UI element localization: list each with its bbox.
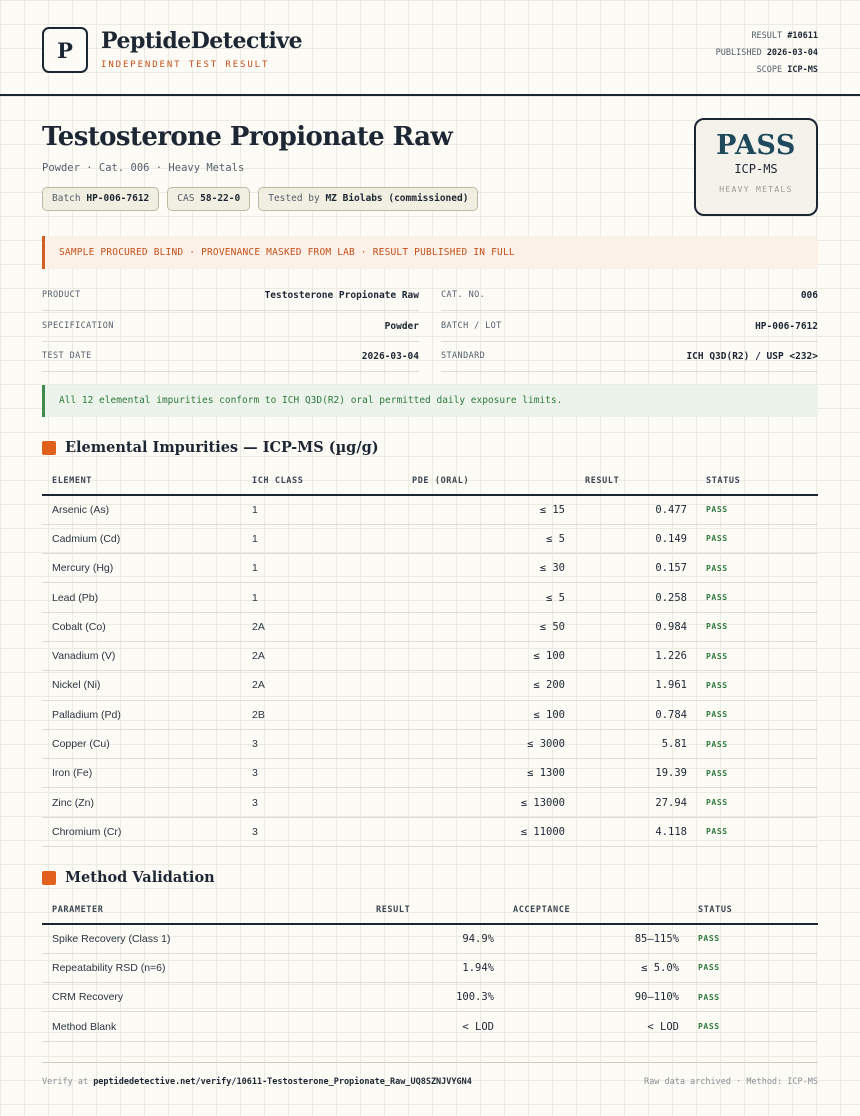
pass-stamp: [694, 118, 818, 216]
pde-cell: ≤ 13000: [372, 788, 565, 817]
element-cell: Nickel (Ni): [42, 671, 252, 700]
result-cell: 0.149: [565, 524, 687, 553]
detail-row-test-date: [42, 341, 419, 372]
element-cell: Arsenic (As): [42, 495, 252, 524]
report-meta: [716, 28, 818, 79]
result-cell: 0.477: [565, 495, 687, 524]
pde-cell: ≤ 100: [372, 700, 565, 729]
tested-by-label: Tested by: [268, 193, 320, 204]
detail-row-product: [42, 280, 419, 311]
status-badge: PASS: [687, 524, 818, 553]
ich-class-cell: 3: [252, 729, 372, 758]
tested-by-pill: [258, 187, 478, 211]
status-badge: PASS: [687, 729, 818, 758]
stamp-category: HEAVY METALS: [719, 185, 793, 194]
acceptance-cell: < LOD: [494, 1012, 679, 1041]
section-marker-icon: [42, 441, 56, 455]
validation-section-header: [42, 869, 215, 886]
element-cell: Cobalt (Co): [42, 612, 252, 641]
detail-value: 006: [800, 289, 818, 301]
verify-link[interactable]: peptidedetective.net/verify/10611-Testosterone_Propionate_Raw_UQ8SZNJVYGN4: [93, 1077, 472, 1087]
pde-cell: ≤ 5: [372, 524, 565, 553]
acceptance-cell: ≤ 5.0%: [494, 953, 679, 982]
col-header-result: RESULT: [372, 896, 494, 924]
impurities-header-row: [42, 467, 818, 495]
status-badge: PASS: [687, 788, 818, 817]
col-header-element: ELEMENT: [42, 467, 252, 495]
product-pills: [42, 187, 478, 211]
ich-class-cell: 1: [252, 524, 372, 553]
verify-label: Verify at: [42, 1077, 89, 1087]
table-row: [42, 1012, 818, 1041]
pde-cell: ≤ 100: [372, 641, 565, 670]
conformance-banner: All 12 elemental impurities conform to ICH Q3D(R2) oral permitted daily exposure limits.: [42, 385, 818, 417]
cas-pill-label: CAS: [177, 193, 195, 204]
pde-cell: ≤ 200: [372, 671, 565, 700]
validation-section-title: Method Validation: [65, 869, 215, 886]
tested-by-value: MZ Biolabs (commissioned): [325, 193, 469, 204]
result-cell: 19.39: [565, 759, 687, 788]
pde-cell: ≤ 15: [372, 495, 565, 524]
status-badge: PASS: [687, 612, 818, 641]
table-row: [42, 583, 818, 612]
table-row: [42, 641, 818, 670]
ich-class-cell: 1: [252, 495, 372, 524]
col-header-pde: PDE (ORAL): [372, 467, 565, 495]
pde-cell: ≤ 3000: [372, 729, 565, 758]
impurities-table: [42, 467, 818, 847]
archive-note: Raw data archived · Method: ICP-MS: [644, 1077, 818, 1087]
element-cell: Copper (Cu): [42, 729, 252, 758]
status-badge: PASS: [687, 554, 818, 583]
table-row: [42, 612, 818, 641]
published-label: PUBLISHED: [715, 48, 762, 58]
detail-value: 2026-03-04: [361, 350, 419, 362]
parameter-cell: Spike Recovery (Class 1): [42, 924, 372, 953]
brand-logo: P: [42, 27, 88, 73]
table-row: [42, 983, 818, 1012]
table-row: [42, 817, 818, 846]
batch-pill-label: Batch: [52, 193, 81, 204]
detail-label: SPECIFICATION: [42, 321, 114, 331]
status-badge: PASS: [687, 700, 818, 729]
ich-class-cell: 1: [252, 583, 372, 612]
element-cell: Zinc (Zn): [42, 788, 252, 817]
detail-label: TEST DATE: [42, 351, 92, 361]
cas-pill: [167, 187, 250, 211]
parameter-cell: Method Blank: [42, 1012, 372, 1041]
product-title: Testosterone Propionate Raw: [42, 122, 453, 152]
table-row: [42, 788, 818, 817]
result-cell: 0.258: [565, 583, 687, 612]
detail-row-standard: [441, 341, 818, 372]
ich-class-cell: 3: [252, 788, 372, 817]
table-row: [42, 554, 818, 583]
report-footer: [42, 1062, 818, 1087]
verify-line: [42, 1077, 472, 1087]
table-row: [42, 953, 818, 982]
impurities-section-header: [42, 439, 379, 456]
brand-tagline: INDEPENDENT TEST RESULT: [101, 60, 270, 70]
detail-row-catno: [441, 280, 818, 311]
status-badge: PASS: [687, 759, 818, 788]
acceptance-cell: 85–115%: [494, 924, 679, 953]
result-cell: 0.157: [565, 554, 687, 583]
table-row: [42, 524, 818, 553]
product-subtitle: Powder · Cat. 006 · Heavy Metals: [42, 162, 245, 174]
scope-label: SCOPE: [756, 65, 783, 75]
element-cell: Iron (Fe): [42, 759, 252, 788]
table-row: [42, 759, 818, 788]
result-cell: 4.118: [565, 817, 687, 846]
result-cell: 27.94: [565, 788, 687, 817]
table-row: [42, 671, 818, 700]
detail-row-specification: [42, 311, 419, 342]
col-header-ich-class: ICH CLASS: [252, 467, 372, 495]
stamp-method: ICP-MS: [734, 162, 778, 176]
acceptance-cell: 90–110%: [494, 983, 679, 1012]
validation-header-row: [42, 896, 818, 924]
element-cell: Lead (Pb): [42, 583, 252, 612]
pde-cell: ≤ 30: [372, 554, 565, 583]
published-date: 2026-03-04: [766, 48, 818, 58]
batch-pill-value: HP-006-7612: [86, 193, 150, 204]
pde-cell: ≤ 50: [372, 612, 565, 641]
result-number: #10611: [787, 31, 818, 41]
col-header-acceptance: ACCEPTANCE: [494, 896, 679, 924]
brand-name: PeptideDetective: [101, 28, 303, 54]
section-marker-icon: [42, 871, 56, 885]
result-cell: < LOD: [372, 1012, 494, 1041]
table-row: [42, 924, 818, 953]
status-badge: PASS: [679, 953, 818, 982]
result-cell: 1.226: [565, 641, 687, 670]
status-badge: PASS: [687, 671, 818, 700]
ich-class-cell: 3: [252, 817, 372, 846]
col-header-parameter: PARAMETER: [42, 896, 372, 924]
ich-class-cell: 2B: [252, 700, 372, 729]
status-badge: PASS: [687, 641, 818, 670]
detail-label: PRODUCT: [42, 290, 81, 300]
stamp-result: PASS: [716, 130, 796, 161]
result-cell: 5.81: [565, 729, 687, 758]
element-cell: Chromium (Cr): [42, 817, 252, 846]
result-cell: 0.784: [565, 700, 687, 729]
validation-table: [42, 896, 818, 1042]
result-cell: 94.9%: [372, 924, 494, 953]
result-cell: 100.3%: [372, 983, 494, 1012]
detail-label: BATCH / LOT: [441, 321, 502, 331]
ich-class-cell: 2A: [252, 671, 372, 700]
pde-cell: ≤ 5: [372, 583, 565, 612]
ich-class-cell: 1: [252, 554, 372, 583]
detail-row-batch: [441, 311, 818, 342]
element-cell: Mercury (Hg): [42, 554, 252, 583]
status-badge: PASS: [687, 495, 818, 524]
batch-pill: [42, 187, 159, 211]
table-row: [42, 495, 818, 524]
detail-label: STANDARD: [441, 351, 486, 361]
status-badge: PASS: [687, 583, 818, 612]
detail-value: ICH Q3D(R2) / USP <232>: [686, 350, 818, 362]
result-cell: 1.961: [565, 671, 687, 700]
ich-class-cell: 2A: [252, 612, 372, 641]
status-badge: PASS: [679, 1012, 818, 1041]
report-header: [0, 0, 860, 96]
table-row: [42, 729, 818, 758]
detail-value: Testosterone Propionate Raw: [264, 289, 419, 301]
col-header-status: STATUS: [679, 896, 818, 924]
status-badge: PASS: [687, 817, 818, 846]
pde-cell: ≤ 11000: [372, 817, 565, 846]
result-cell: 0.984: [565, 612, 687, 641]
result-label: RESULT: [751, 31, 783, 41]
element-cell: Vanadium (V): [42, 641, 252, 670]
col-header-result: RESULT: [565, 467, 687, 495]
parameter-cell: CRM Recovery: [42, 983, 372, 1012]
detail-label: CAT. NO.: [441, 290, 486, 300]
col-header-status: STATUS: [687, 467, 818, 495]
element-cell: Cadmium (Cd): [42, 524, 252, 553]
detail-value: Powder: [384, 320, 419, 332]
pde-cell: ≤ 1300: [372, 759, 565, 788]
status-badge: PASS: [679, 924, 818, 953]
table-row: [42, 700, 818, 729]
blind-procurement-banner: SAMPLE PROCURED BLIND · PROVENANCE MASKED FROM LAB · RESULT PUBLISHED IN FULL: [42, 236, 818, 269]
ich-class-cell: 3: [252, 759, 372, 788]
cas-pill-value: 58-22-0: [200, 193, 241, 204]
ich-class-cell: 2A: [252, 641, 372, 670]
parameter-cell: Repeatability RSD (n=6): [42, 953, 372, 982]
detail-value: HP-006-7612: [755, 320, 818, 332]
result-cell: 1.94%: [372, 953, 494, 982]
impurities-section-title: Elemental Impurities — ICP-MS (µg/g): [65, 439, 379, 456]
scope-value: ICP-MS: [787, 65, 818, 75]
status-badge: PASS: [679, 983, 818, 1012]
element-cell: Palladium (Pd): [42, 700, 252, 729]
